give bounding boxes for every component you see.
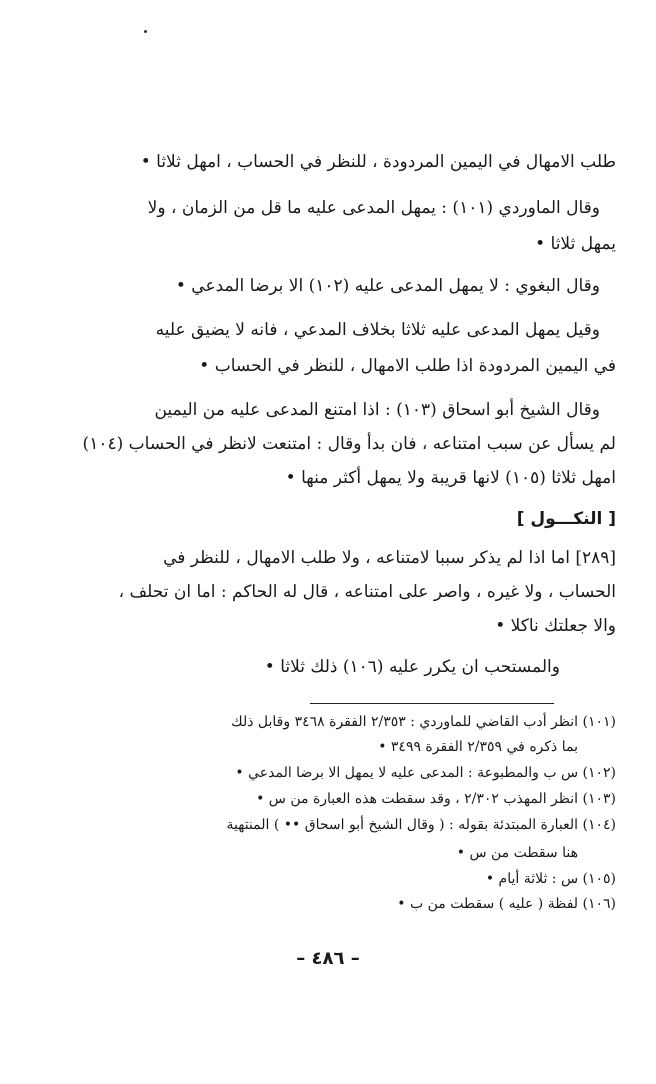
body-line-8: لم يسأل عن سبب امتناعه ، فان بدأ وقال : امتنعت لانظر في الحساب (١٠٤)	[82, 434, 616, 454]
footnote-101-continued: بما ذكره في ٢/٣٥٩ الفقرة ٣٤٩٩ •	[378, 739, 578, 755]
body-line-6: في اليمين المردودة اذا طلب الامهال ، للنظر في الحساب •	[199, 356, 616, 376]
stray-dot	[144, 30, 147, 33]
body-line-1: طلب الامهال في اليمين المردودة ، للنظر في الحساب ، امهل ثلاثا •	[140, 152, 616, 172]
footnote-106: (١٠٦) لفظة ( عليه ) سقطت من ب •	[397, 896, 616, 912]
footnote-101: (١٠١) انظر أدب القاضي للماوردي : ٢/٣٥٣ الفقرة ٣٤٦٨ وقابل ذلك	[231, 714, 616, 730]
body-line-4: وقال البغوي : لا يمهل المدعى عليه (١٠٢) الا برضا المدعي •	[175, 276, 600, 296]
body-line-3: يمهل ثلاثا •	[535, 234, 616, 254]
footnote-103: (١٠٣) انظر المهذب ٢/٣٠٢ ، وقد سقطت هذه العبارة من س •	[256, 791, 616, 807]
body-line-11: الحساب ، ولا غيره ، واصر على امتناعه ، قال له الحاكم : اما ان تحلف ،	[118, 582, 616, 602]
section-heading: [ النكـــول ]	[516, 509, 616, 529]
body-line-5: وقيل يمهل المدعى عليه ثلاثا بخلاف المدعي ، فانه لا يضيق عليه	[155, 320, 600, 340]
body-line-12: والا جعلتك ناكلا •	[495, 616, 616, 636]
footnote-104-continued: هنا سقطت من س •	[456, 845, 578, 861]
body-line-13: والمستحب ان يكرر عليه (١٠٦) ذلك ثلاثا •	[264, 657, 560, 677]
footnote-105: (١٠٥) س : ثلاثة أيام •	[485, 871, 616, 887]
footnote-102: (١٠٢) س ب والمطبوعة : المدعى عليه لا يمهل الا برضا المدعي •	[235, 765, 616, 781]
body-line-2: وقال الماوردي (١٠١) : يمهل المدعى عليه ما قل من الزمان ، ولا	[147, 198, 600, 218]
footnote-divider	[310, 703, 554, 704]
page-number: – ٤٨٦ –	[296, 948, 360, 969]
footnote-104: (١٠٤) العبارة المبتدئة بقوله : ( وقال الشيخ أبو اسحاق •• ) المنتهية	[226, 817, 616, 833]
body-line-9: امهل ثلاثا (١٠٥) لانها قريبة ولا يمهل أكثر منها •	[285, 468, 616, 488]
body-line-10: [٢٨٩] اما اذا لم يذكر سببا لامتناعه ، ولا طلب الامهال ، للنظر في	[163, 548, 616, 568]
body-line-7: وقال الشيخ أبو اسحاق (١٠٣) : اذا امتنع المدعى عليه من اليمين	[154, 400, 600, 420]
